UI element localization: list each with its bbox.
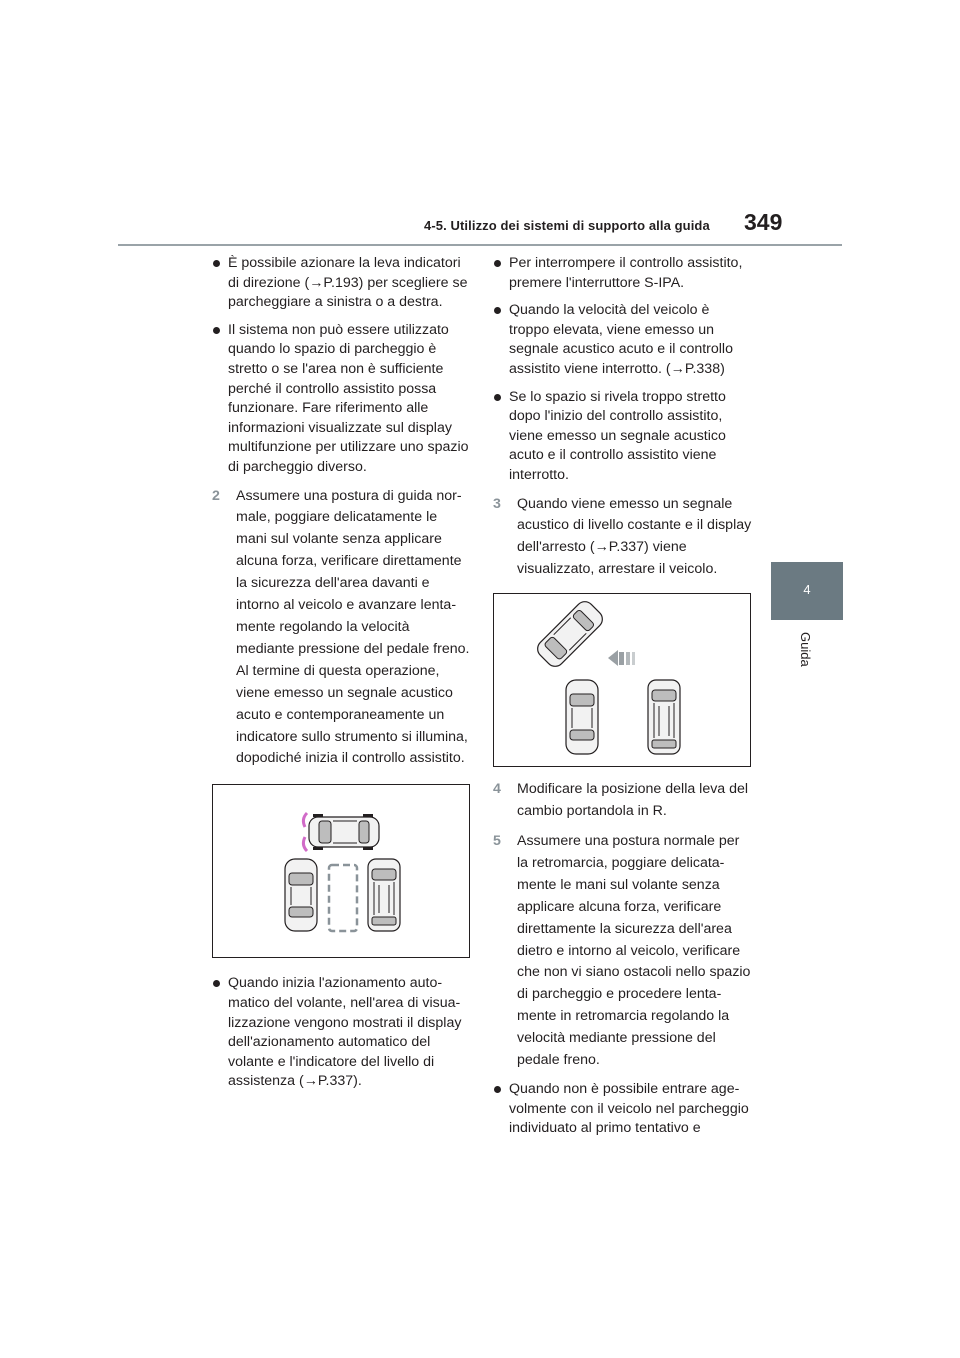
angled-car-icon [534,598,606,670]
page-number: 349 [744,209,783,235]
list-item: È possibile azionare la leva indicatori di direzione (→P.193) per scegliere se parcheggiare a sinistra o a destra. [212,254,470,313]
parking-illustration-stop [493,593,751,767]
step-number: 4 [493,781,501,798]
list-item: Per interrompere il controllo assistito, premere l'interruttore S-IPA. [493,254,753,293]
step-number: 3 [493,495,501,512]
header-divider [118,244,842,246]
step-number: 5 [493,832,501,849]
step-text: Quando viene emesso un segnale acustico di livello costante e il display dell'arresto (→P.337) viene visualizzato, arrestare il veicolo. [517,495,752,578]
step-text: Assumere una postura normale per la retromarcia, poggiare delicatamente le mani sul volante senza applicare alcuna forza, verificare direttamente la sicurezza dell'area dietro e intorno al veicolo, verificare che non vi siano ostacoli nello spazio di parcheggio e procedere lentamente in retromarcia regolando la velocità mediante pressione del pedale freno. [517,832,751,1069]
list-item: Il sistema non può essere utilizzato quando lo spazio di parcheggio è stretto o se l'area non è sufficiente perché il controllo assistito possa funzionare. Fare riferimento alle informazioni visualizzate sul display multifunzione per utilizzare uno spazio di parcheggio diverso. [212,321,470,478]
list-item: Se lo spazio si rivela troppo stretto dopo l'inizio del controllo assistito, viene emesso un segnale acustico acuto e il controllo assistito viene interrotto. [493,388,753,486]
parked-car-left-icon [566,680,598,754]
list-item: Quando inizia l'azionamento automatico del volante, nell'area di visualizzazione vengono mostrati il display dell'azionamento automatico del volante e l'indicatore del livello di assistenza (→P.337). [212,974,470,1092]
chapter-label: Guida [798,632,813,667]
parking-illustration-forward [212,784,470,958]
step-number: 2 [212,487,220,504]
parking-space-outline [329,865,357,931]
chapter-number: 4 [803,582,811,597]
direction-arrow-icon [608,650,635,666]
moving-car-icon [309,814,379,850]
step-text: Assumere una postura di guida normale, poggiare delicatamente le mani sul volante senza applicare alcuna forza, verificare direttamente la sicurezza dell'area davanti e intorno al veicolo e avanzare lentamente regolando la velocità mediante pressione del pedale freno. Al termine di questa operazione, viene emesso un segnale acustico acuto e contemporaneamente un indicatore sullo strumento si illumina, dopodiché inizia il controllo assistito. [236,487,470,767]
list-item: Quando la velocità del veicolo è troppo elevata, viene emesso un segnale acustico acuto e il controllo assistito viene interrotto. (→P.338) [493,301,753,379]
step-2 [212,486,470,771]
step-5 [493,831,753,1072]
left-column [212,254,470,1100]
step-text: Modificare la posizione della leva del cambio portandola in R. [517,781,749,820]
list-item: Quando non è possibile entrare agevolmente con il veicolo nel parcheggio individuato al primo tentativo e [493,1080,753,1139]
step-3 [493,494,753,582]
parked-car-right-icon [368,859,400,931]
step-4 [493,779,753,823]
chapter-tab[interactable] [771,562,843,620]
turn-indicator-icon [303,813,307,851]
parked-car-right-icon [648,680,680,754]
right-column [493,254,753,1147]
section-title: 4-5. Utilizzo dei sistemi di supporto alla guida [424,218,710,233]
parked-car-left-icon [285,859,317,931]
